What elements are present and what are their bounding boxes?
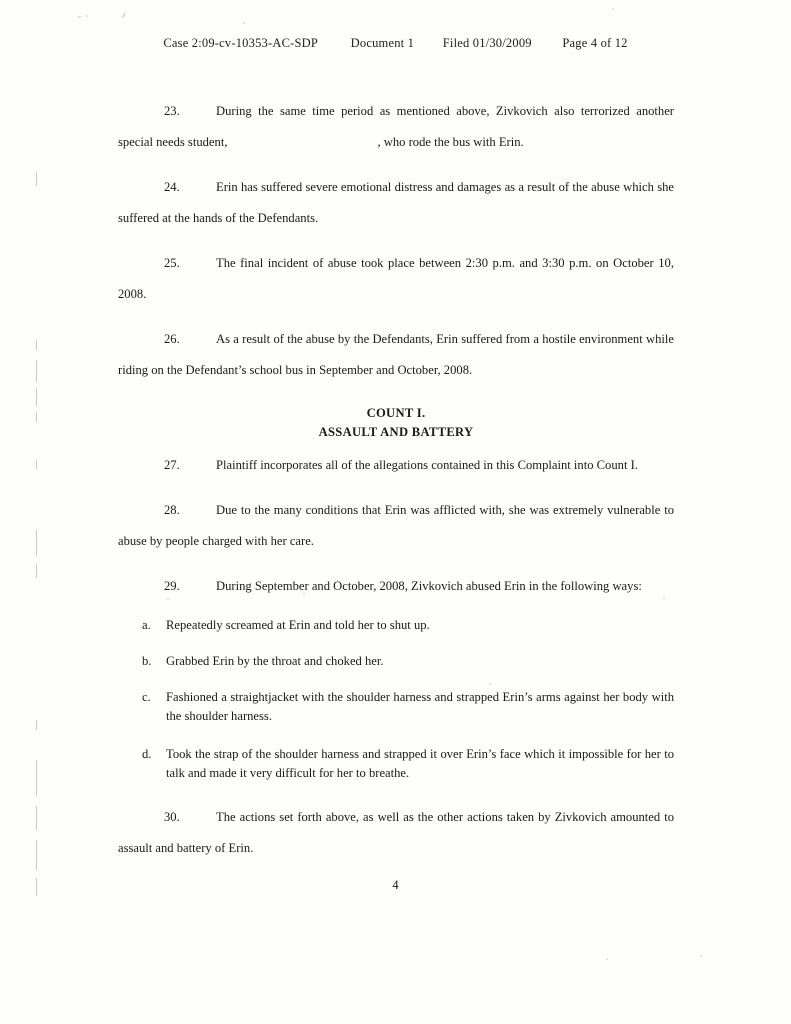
paragraph-text-continued: , who rode the bus with Erin. [377, 135, 524, 149]
list-item [118, 745, 674, 783]
paragraph-text: Due to the many conditions that Erin was afflicted with, she was extremely vulnerable to abuse by people charged with her care. [118, 503, 674, 548]
paragraph-number: 30. [164, 810, 180, 824]
paragraph-text: Plaintiff incorporates all of the allegations contained in this Complaint into Count I. [216, 458, 638, 472]
paragraph-24 [118, 172, 674, 234]
paragraph-number: 27. [164, 458, 180, 472]
count-heading-line-2: ASSAULT AND BATTERY [318, 425, 474, 439]
paragraph-text: The actions set forth above, as well as the other actions taken by Zivkovich amounted to assault and battery of Erin. [118, 810, 674, 855]
scan-edge-marks [36, 160, 42, 890]
scan-artifact [78, 16, 81, 18]
scan-artifact [86, 15, 88, 17]
caption-page-number: Page 4 of 12 [562, 36, 628, 50]
list-item [118, 616, 674, 635]
allegation-sublist [118, 616, 674, 783]
count-heading-line-1: COUNT I. [366, 406, 426, 420]
scan-artifact [700, 955, 702, 957]
paragraph-number: 23. [164, 104, 180, 118]
ecf-header-caption [0, 36, 791, 51]
paragraph-number: 28. [164, 503, 180, 517]
list-item-label: d. [142, 747, 152, 761]
scan-artifact [243, 22, 245, 24]
paragraph-text: The final incident of abuse took place between 2:30 p.m. and 3:30 p.m. on October 10, 2008. [118, 256, 674, 301]
document-body [118, 96, 674, 878]
count-heading [118, 404, 674, 442]
list-item-text: Fashioned a straightjacket with the shoulder harness and strapped Erin’s arms against her body with the shoulder harness. [166, 690, 674, 723]
scan-artifact [612, 8, 614, 10]
list-item-text: Grabbed Erin by the throat and choked her. [166, 654, 384, 668]
scan-artifact [606, 958, 608, 960]
paragraph-text: During the same time period as mentioned above, Zivkovich also terrorized another special needs student, [118, 104, 674, 149]
paragraph-text: During September and October, 2008, Zivkovich abused Erin in the following ways: [216, 579, 642, 593]
paragraph-25 [118, 248, 674, 310]
paragraph-26 [118, 324, 674, 386]
caption-filed-date: Filed 01/30/2009 [442, 36, 532, 50]
paragraph-23 [118, 96, 674, 158]
list-item-text: Repeatedly screamed at Erin and told her to shut up. [166, 618, 430, 632]
paragraph-number: 25. [164, 256, 180, 270]
paragraph-text: Erin has suffered severe emotional distress and damages as a result of the abuse which she suffered at the hands of the Defendants. [118, 180, 674, 225]
list-item [118, 652, 674, 671]
list-item-label: c. [142, 690, 151, 704]
paragraph-29 [118, 571, 674, 602]
caption-case-number: Case 2:09-cv-10353-AC-SDP [163, 36, 318, 50]
paragraph-number: 24. [164, 180, 180, 194]
paragraph-text: As a result of the abuse by the Defendants, Erin suffered from a hostile environment while riding on the Defendant’s school bus in September and October, 2008. [118, 332, 674, 377]
scan-artifact [122, 12, 126, 18]
paragraph-28 [118, 495, 674, 557]
list-item [118, 688, 674, 726]
paragraph-number: 26. [164, 332, 180, 346]
caption-document: Document 1 [350, 36, 415, 50]
paragraph-30 [118, 802, 674, 864]
list-item-text: Took the strap of the shoulder harness and strapped it over Erin’s face which it impossible for her to talk and made it very difficult for her to breathe. [166, 747, 674, 780]
list-item-label: a. [142, 618, 151, 632]
list-item-label: b. [142, 654, 152, 668]
paragraph-27 [118, 450, 674, 481]
page-footer-number: 4 [392, 878, 399, 892]
paragraph-number: 29. [164, 579, 180, 593]
